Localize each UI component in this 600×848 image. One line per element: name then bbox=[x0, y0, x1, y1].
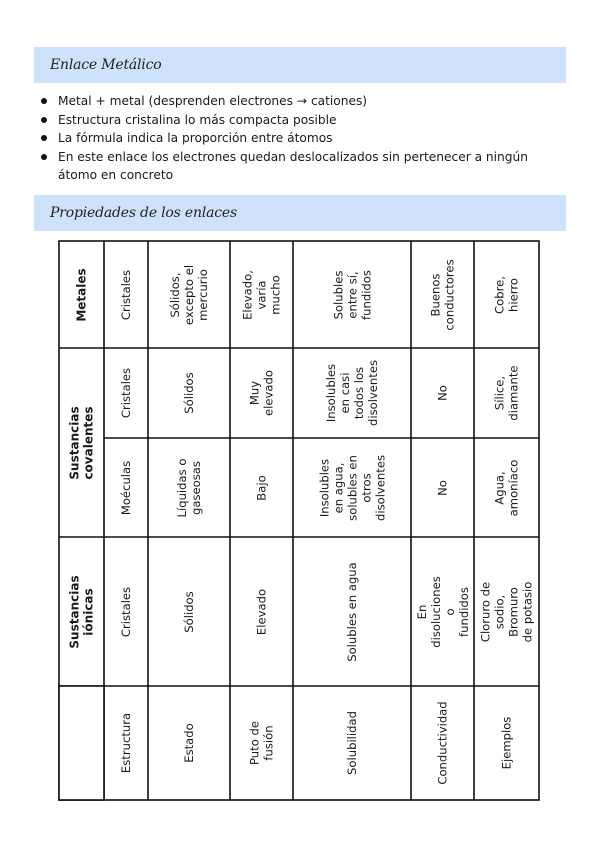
bullet-list bbox=[38, 92, 560, 185]
row-label: Solubilidad bbox=[345, 711, 359, 775]
list-item: En este enlace los electrones quedan deslocalizados sin pertenecer a ningún átomo en concreto bbox=[38, 148, 560, 185]
table-cell: Agua, amoníaco bbox=[492, 459, 521, 516]
row-label: Conductividad bbox=[435, 701, 450, 785]
table-cell: Insolubles en agua, solubles en otros disolventes bbox=[317, 454, 387, 521]
table-cell: Sólidos bbox=[182, 590, 196, 633]
list-item: Estructura cristalina lo más compacta posible bbox=[38, 111, 560, 130]
table-cell: No bbox=[435, 479, 450, 496]
table-cell: Moéculas bbox=[119, 460, 134, 515]
properties-title: Propiedades de los enlaces bbox=[50, 205, 237, 221]
table-cell: Cloruro de sodio, Bromuro de potasio bbox=[478, 581, 535, 642]
row-label: Puto de fusión bbox=[247, 721, 276, 765]
list-item: La fórmula indica la proporción entre átomos bbox=[38, 129, 560, 148]
table-cell: Elevado, varía mucho bbox=[240, 269, 283, 320]
properties-header bbox=[34, 195, 566, 231]
table-cell: Buenos conductores bbox=[428, 258, 457, 331]
row-label: Estado bbox=[182, 723, 196, 763]
metallic-bond-header bbox=[34, 47, 566, 83]
table-cell: Cristales bbox=[119, 269, 134, 320]
header-ionic: Sustancias iónicas bbox=[67, 574, 96, 649]
metallic-bond-title: Enlace Metálico bbox=[50, 57, 162, 73]
table-cell: En disoluciones o fundidos bbox=[414, 575, 471, 648]
table-cell: Muy elevado bbox=[247, 370, 276, 416]
table-cell: Sólidos, excepto el mercurio bbox=[168, 264, 210, 325]
table-cell: Sílice, diamante bbox=[492, 365, 521, 421]
table-cell: Cristales bbox=[119, 586, 134, 637]
header-covalent: Sustancias covalentes bbox=[67, 405, 96, 480]
table-cell: Cristales bbox=[119, 367, 134, 419]
table-cell: Elevado bbox=[254, 588, 269, 635]
table-cell: Sólidos bbox=[182, 372, 196, 414]
row-label: Ejemplos bbox=[499, 716, 514, 770]
row-label: Estructura bbox=[119, 712, 134, 774]
header-metals: Metales bbox=[74, 267, 89, 322]
table-cell: No bbox=[435, 385, 450, 401]
table-cell: Insolubles en casi todos los disolventes bbox=[324, 360, 380, 426]
table-cell: Bajo bbox=[254, 474, 269, 501]
list-item: Metal + metal (desprenden electrones → cationes) bbox=[38, 92, 560, 111]
table-cell: Líquidas o gaseosas bbox=[175, 458, 203, 517]
table-cell: Cobre, hierro bbox=[492, 275, 521, 314]
table-cell: Solubles entre sí, fundidos bbox=[331, 269, 373, 320]
table-cell: Solubles en agua bbox=[345, 561, 359, 662]
